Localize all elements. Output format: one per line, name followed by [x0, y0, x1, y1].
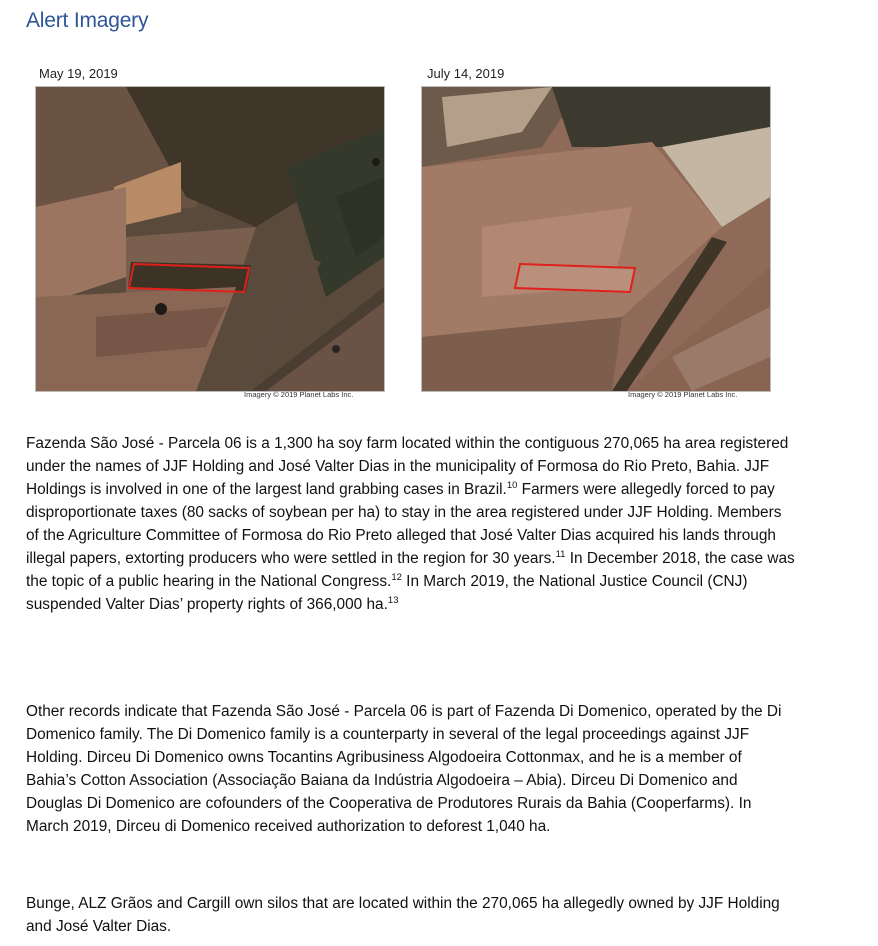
paragraph-1 [26, 432, 796, 616]
paragraph-1-text-a: Fazenda São José - Parcela 06 is a 1,300 ha soy farm located within the contiguous 270,065 ha area registered under the names of JJF Holding and José Valter Dias in the municipality of Formosa do Rio Preto, Bahia. JJF Holdings is involved in one of the largest land grabbing cases in Brazil. [26, 435, 789, 498]
satellite-image-before [35, 86, 385, 392]
image-credit-right: Imagery © 2019 Planet Labs Inc. [628, 390, 738, 399]
paragraph-1-text-c: In December 2018, the case was the topic of a public hearing in the National Congress. [26, 550, 795, 590]
paragraph-1-text-d: In March 2019, the National Justice Council (CNJ) suspended Valter Dias’ property rights of 366,000 ha. [26, 573, 748, 613]
paragraph-2: Other records indicate that Fazenda São José - Parcela 06 is part of Fazenda Di Domenico, operated by the Di Domenico family. The Di Domenico family is a counterparty in several of the legal proceedings against JJF Holding. Dirceu Di Domenico owns Tocantins Agribusiness Algodoeira Cottonmax, and he is a member of Bahia’s Cotton Association (Associação Baiana da Indústria Algodoeira – Abia). Dirceu Di Domenico and Douglas Di Domenico are cofounders of the Cooperativa de Produtores Rurais da Bahia (Cooperfarms). In March 2019, Dirceu di Domenico received authorization to deforest 1,040 ha. [26, 703, 782, 835]
satellite-image-after [421, 86, 771, 392]
footnote-ref-12[interactable]: 12 [391, 572, 402, 583]
paragraph-1-text-b: Farmers were allegedly forced to pay disproportionate taxes (80 sacks of soybean per ha) to stay in the area registered under JJF Holding. Members of the Agriculture Committee of Formosa do Rio Preto alleged that José Valter Dias acquired his lands through illegal papers, extorting producers who were settled in the region for 30 years. [26, 481, 782, 567]
paragraph-3: Bunge, ALZ Grãos and Cargill own silos that are located within the 270,065 ha allegedly owned by JJF Holding and José Valter Dias. [26, 895, 780, 935]
section-heading: Alert Imagery [26, 9, 149, 32]
footnote-ref-11[interactable]: 11 [555, 549, 566, 560]
image-date-right: July 14, 2019 [427, 66, 505, 81]
image-credit-left: Imagery © 2019 Planet Labs Inc. [244, 390, 354, 399]
footnote-ref-10[interactable]: 10 [506, 480, 518, 491]
footnote-ref-13[interactable]: 13 [387, 595, 399, 606]
image-date-left: May 19, 2019 [39, 66, 118, 81]
